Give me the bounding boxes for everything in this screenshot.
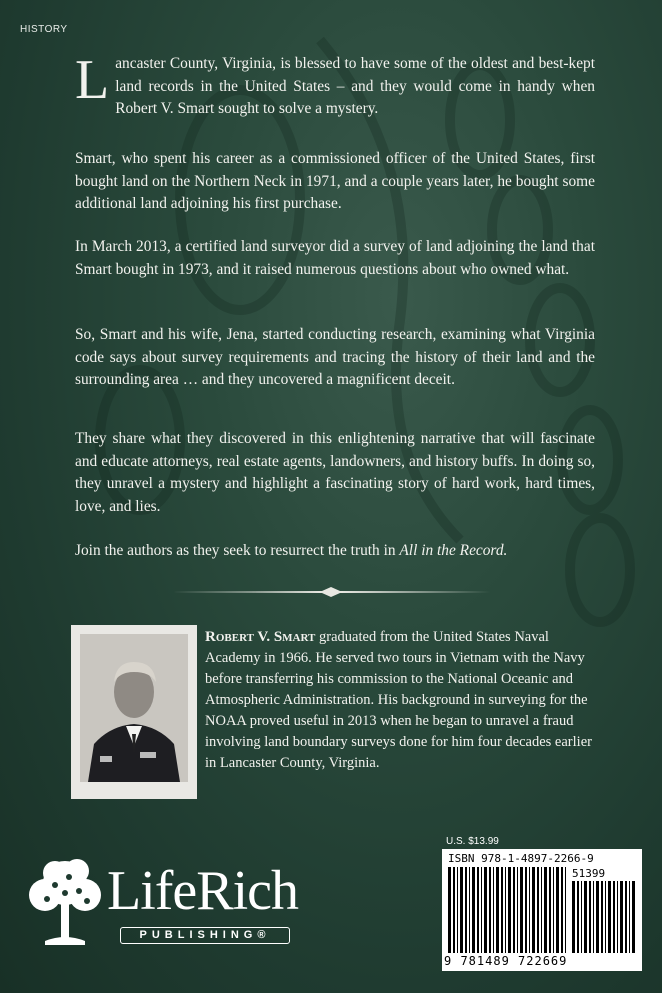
- category-label: HISTORY: [20, 24, 68, 35]
- barcode-bar: [608, 881, 611, 953]
- publisher-logo: [25, 855, 299, 965]
- paragraph-text: ancaster County, Virginia, is blessed to have some of the oldest and best-kept land records in the United States – and they would come in handy when Robert V. Smart sought to solve a mystery.: [115, 55, 595, 117]
- barcode-bar: [553, 867, 554, 953]
- barcode-bar: [481, 867, 482, 953]
- description-paragraph-2: Smart, who spent his career as a commissioned officer of the United States, first bought land on the Northern Neck in 1971, and a couple years later, he bought some additional land adjoining his first purchase.: [75, 150, 595, 212]
- tree-icon: [25, 855, 105, 955]
- barcode-bar: [525, 867, 527, 953]
- barcode-bar: [544, 867, 547, 953]
- barcode-bar: [517, 867, 518, 953]
- barcode-bar: [513, 867, 515, 953]
- barcode-bar: [596, 881, 599, 953]
- barcode-bar: [549, 867, 551, 953]
- author-bio-text: graduated from the United States Naval Academy in 1966. He served two tours in Vietnam with the Navy before transferring his commission to the National Oceanic and Atmospheric Administration. His background in surveying for the NOAA proved useful in 2013 when he began to unravel a fraud involving land boundary surveys done for him four decades earlier in Lancaster County, Virginia.: [205, 629, 592, 771]
- book-title: All in the Record.: [399, 542, 508, 559]
- barcode-bar: [613, 881, 615, 953]
- barcode-bar: [465, 867, 467, 953]
- barcode-bar: [460, 867, 463, 953]
- barcode-bar: [520, 867, 523, 953]
- publisher-name: LifeRich: [107, 860, 299, 922]
- price-code: 51399: [572, 867, 606, 880]
- paragraph-text: Join the authors as they seek to resurrect the truth in: [75, 542, 400, 559]
- barcode-bar: [561, 867, 563, 953]
- barcode-bar: [625, 881, 627, 953]
- barcode-bar: [617, 881, 618, 953]
- barcode-bar: [472, 867, 475, 953]
- barcode-bar: [581, 881, 582, 953]
- ornament-divider: [172, 586, 490, 598]
- barcode-bar: [477, 867, 479, 953]
- barcode-bar: [572, 881, 575, 953]
- author-name: Robert V. Smart: [205, 629, 316, 645]
- author-portrait-image: [80, 634, 188, 782]
- drop-cap: L: [75, 49, 110, 111]
- barcode-bar: [629, 881, 630, 953]
- isbn-digits: 9 781489 722669: [444, 954, 568, 968]
- barcode-bar: [601, 881, 603, 953]
- barcode-bars: [448, 867, 568, 953]
- author-bio: [205, 627, 595, 774]
- barcode-bar: [632, 881, 635, 953]
- barcode-bar: [532, 867, 535, 953]
- barcode-bar: [537, 867, 539, 953]
- price-barcode-bars: [572, 881, 636, 953]
- barcode-bar: [565, 867, 566, 953]
- barcode-bar: [589, 881, 591, 953]
- barcode-bar: [556, 867, 559, 953]
- barcode-bar: [620, 881, 623, 953]
- barcode-bar: [457, 867, 458, 953]
- description-paragraph-1: [75, 49, 595, 121]
- author-photo: [71, 625, 197, 799]
- barcode-bar: [489, 867, 491, 953]
- publisher-subtitle: PUBLISHING®: [120, 927, 290, 944]
- barcode-bar: [584, 881, 587, 953]
- barcode-bar: [541, 867, 542, 953]
- description-paragraph-6: [75, 540, 595, 563]
- barcode-bar: [448, 867, 451, 953]
- barcode-bar: [501, 867, 503, 953]
- barcode-bar: [593, 881, 594, 953]
- barcode-bar: [493, 867, 494, 953]
- barcode-bar: [577, 881, 579, 953]
- barcode-bar: [484, 867, 487, 953]
- barcode-bar: [605, 881, 606, 953]
- description-paragraph-3: In March 2013, a certified land surveyor did a survey of land adjoining the land that Smart bought in 1973, and it raised numerous questions about who owned what.: [75, 238, 595, 278]
- barcode-bar: [529, 867, 530, 953]
- barcode-bar: [508, 867, 511, 953]
- isbn-barcode: [442, 849, 642, 971]
- barcode-bar: [469, 867, 470, 953]
- description-paragraph-4: So, Smart and his wife, Jena, started conducting research, examining what Virginia code says about survey requirements and tracing the history of their land and the surrounding area … and they uncovered a magnificent deceit.: [75, 326, 595, 388]
- barcode-bar: [505, 867, 506, 953]
- barcode-bar: [453, 867, 455, 953]
- isbn-text: ISBN 978-1-4897-2266-9: [448, 852, 594, 865]
- barcode-bar: [496, 867, 499, 953]
- price-label: U.S. $13.99: [446, 836, 499, 847]
- description-paragraph-5: They share what they discovered in this enlightening narrative that will fascinate and educate attorneys, real estate agents, landowners, and history buffs. In doing so, they unravel a mystery and highlight a fascinating story of hard work, hard times, love, and lies.: [75, 430, 595, 515]
